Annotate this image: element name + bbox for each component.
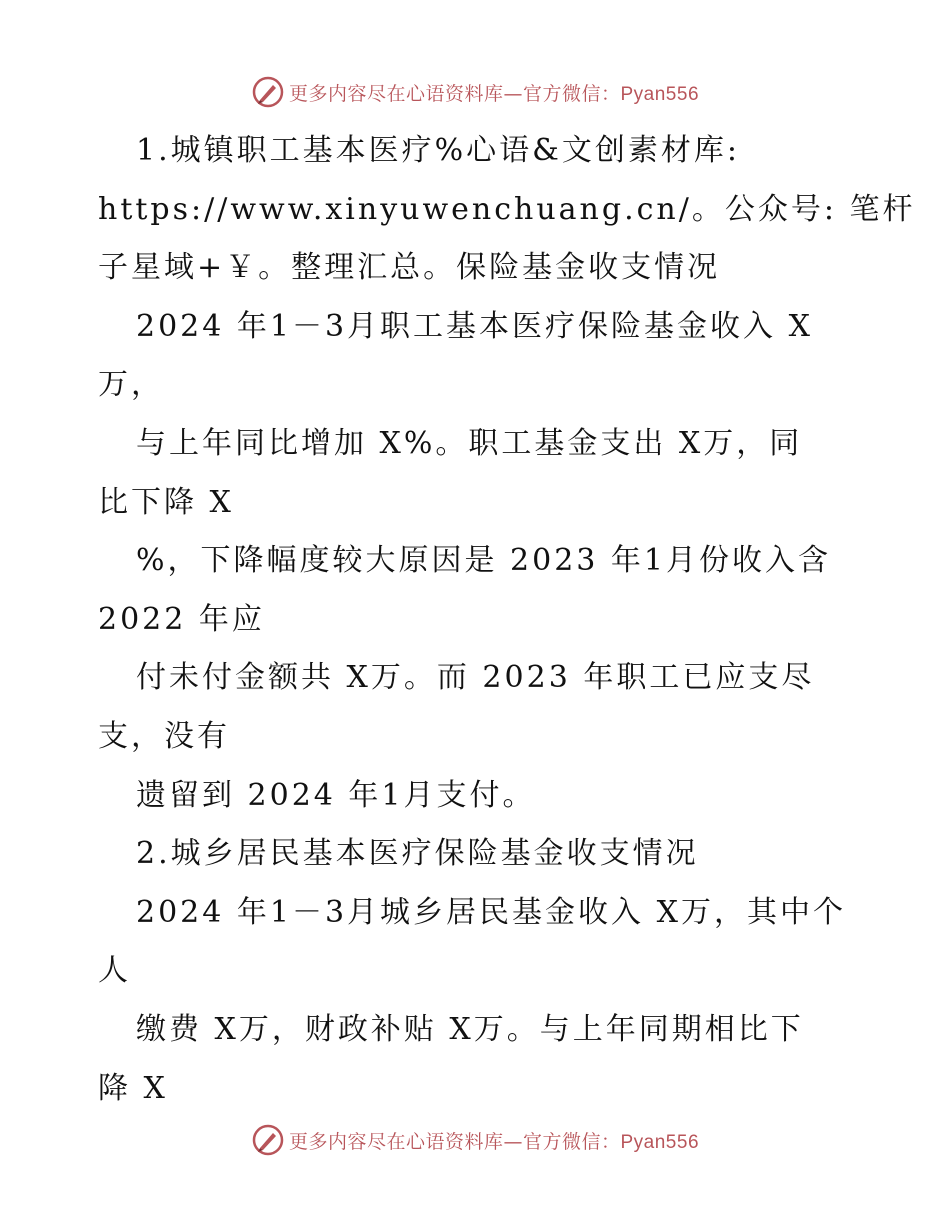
footer-banner-text: 更多内容尽在心语资料库—官方微信：Pyan556 [288,1130,700,1153]
body-line: https://www.xinyuwenchuang.cn/。公众号: 笔杆 [98,191,916,227]
body-line: 2.城乡居民基本医疗保险基金收支情况 [136,836,699,872]
body-line: 1.城镇职工基本医疗%心语&文创素材库: [136,133,740,168]
document-body [98,122,916,1118]
body-line: 降 X [98,1070,168,1106]
pen-logo-icon [251,1123,285,1157]
body-line: 2024 年1－3月职工基本医疗保险基金收入 X [136,308,813,344]
body-line: 遗留到 2024 年1月支付。 [136,777,536,813]
body-line: 2024 年1－3月城乡居民基金收入 X万，其中个 [136,894,846,930]
body-line: 万， [98,367,164,403]
body-line: 子星域+￥。整理汇总。保险基金收支情况 [98,250,721,286]
body-line: 支，没有 [98,718,230,754]
header-banner-text: 更多内容尽在心语资料库—官方微信：Pyan556 [288,82,700,105]
body-line: 比下降 X [98,484,234,520]
body-line: 人 [98,953,131,989]
body-line: %，下降幅度较大原因是 2023 年1月份收入含 [136,543,832,579]
body-line: 与上年同比增加 X%。职工基金支出 X万，同 [136,425,803,461]
pen-logo-icon [251,75,285,109]
body-line: 2022 年应 [98,601,265,637]
footer-watermark-banner [0,1120,950,1160]
header-watermark-banner [0,72,950,112]
body-line: 缴费 X万，财政补贴 X万。与上年同期相比下 [136,1011,804,1047]
body-line: 付未付金额共 X万。而 2023 年职工已应支尽 [136,660,815,696]
